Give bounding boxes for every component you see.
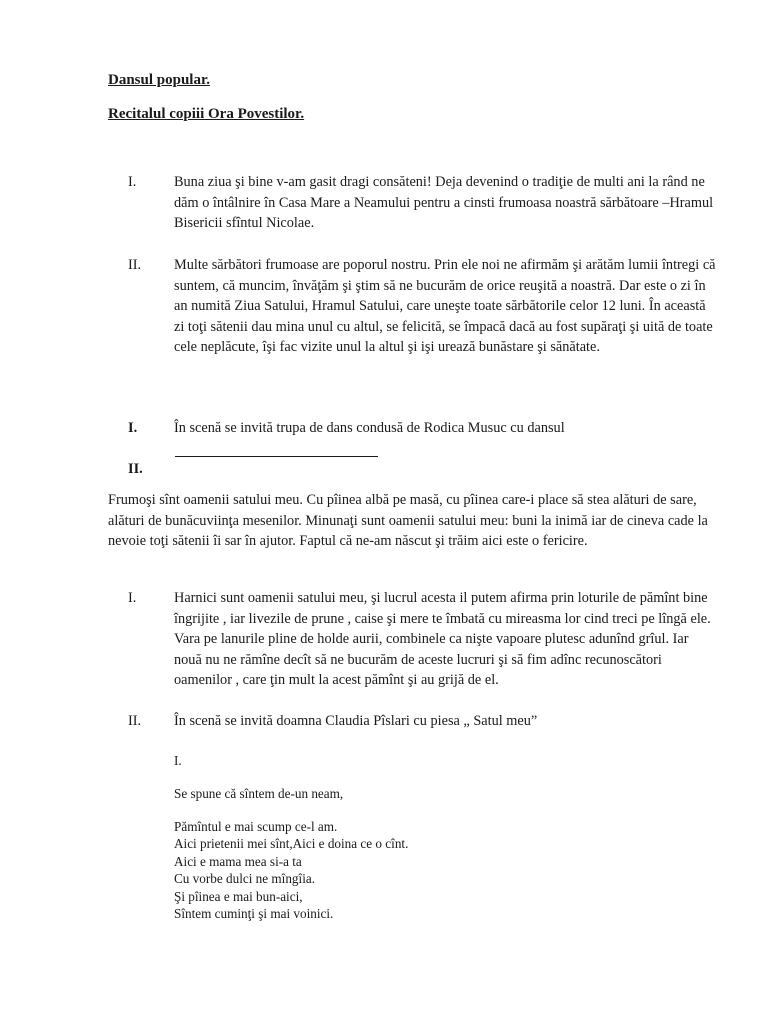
- list-item: [128, 588, 728, 691]
- list-number: I.: [128, 420, 138, 436]
- poem-numeral: I.: [174, 753, 182, 768]
- list-number: I.: [128, 174, 137, 190]
- list-number: II.: [128, 257, 142, 273]
- list-text: Multe sărbători frumoase are poporul nostru. Prin ele noi ne afirmăm şi arătăm lumii întregi că suntem, că muncim, învăţăm şi ştim să ne bucurăm de orice reuşită a noastră. Dar este o zi în an numită Ziua Satului, Hramul Satului, care uneşte toate sărbătorile celor 12 luni. În această zi toţi sătenii dau mina unul cu altul, se felicită, se împacă dacă au fost supăraţi şi uită de toate cele neplăcute, îşi fac vizite unul la altul şi işi urează bunăstare şi sănătate.: [174, 257, 716, 356]
- list-item: [128, 172, 728, 234]
- heading-dance: Dansul popular.: [108, 72, 210, 88]
- list-text: Buna ziua şi bine v-am gasit dragi consăteni! Deja devenind o tradiţie de multi ani la rând ne dăm o întâlnire în Casa Mare a Neamului pentru a cinsti frumoasa noastră sărbătoare –Hramul Bisericii sfîntul Nicolae.: [174, 174, 714, 232]
- blank-fill-line: [175, 456, 378, 457]
- poem-line: Şi pîinea e mai bun-aici,: [174, 888, 303, 904]
- poem-stanza: [174, 818, 674, 922]
- poem-line: Sîntem cuminţi şi mai voinici.: [174, 906, 334, 922]
- list-text: În scenă se invită doamna Claudia Pîslari cu piesa „ Satul meu”: [174, 713, 538, 729]
- poem-line: Aici e mama mea si-a ta: [174, 853, 302, 869]
- poem-line: Pămîntul e mai scump ce-l am.: [174, 819, 338, 834]
- list-number: II.: [128, 713, 142, 729]
- list-number: II.: [128, 461, 143, 477]
- list-number: I.: [128, 590, 137, 606]
- paragraph-villagers: Frumoşi sînt oamenii satului meu. Cu pîinea albă pe masă, cu pîinea care-i place să stea alături de sare, alături de bunăcuviinţa mesenilor. Minunaţi sunt oamenii satului meu: buni la inimă iar de cineva cade la nevoie toţi sătenii îi sar în ajutor. Faptul că ne-am născut şi trăim aici este o fericire.: [108, 492, 708, 550]
- poem-intro: Se spune că sîntem de-un neam,: [174, 786, 344, 801]
- list-text: În scenă se invită trupa de dans condusă de Rodica Musuc cu dansul: [174, 420, 565, 436]
- list-item: [128, 255, 728, 358]
- list-item: [128, 418, 728, 439]
- heading-recital: Recitalul copiii Ora Povestilor.: [108, 106, 305, 122]
- poem-line: Cu vorbe dulci ne mîngîia.: [174, 871, 316, 887]
- poem-line: Aici prietenii mei sînt,Aici e doina ce o cînt.: [174, 836, 409, 852]
- list-item: [128, 711, 728, 732]
- list-text: Harnici sunt oamenii satului meu, şi lucrul acesta il putem afirma prin loturile de pămînt bine îngrijite , iar livezile de prune , caise şi mere te îmbată cu mireasma lor cind treci pe lîngă ele. Vara pe lanurile pline de holde aurii, combinele ca nişte vapoare plutesc adunînd grîul. Iar nouă nu ne rămîne decît să ne bucurăm de aceste lucruri şi să fim adînc recunoscători oamenilor , care ţin mult la acest pămînt şi au grijă de el.: [174, 590, 711, 689]
